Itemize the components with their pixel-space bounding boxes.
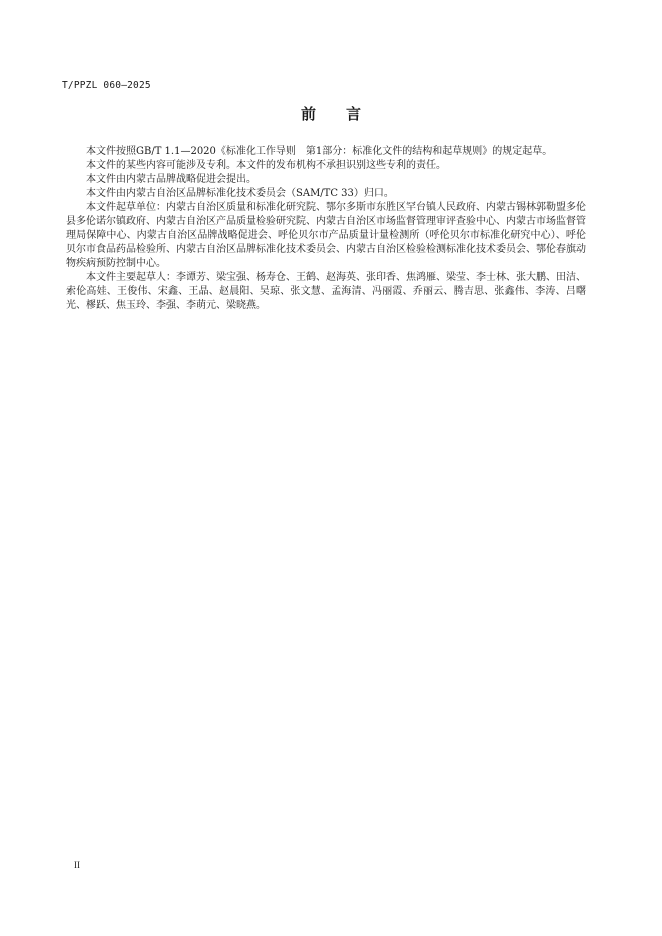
document-body — [66, 145, 586, 313]
page-number: II — [74, 860, 80, 870]
document-code: T/PPZL 060—2025 — [62, 80, 151, 91]
paragraph-drafting-units: 本文件起草单位：内蒙古自治区质量和标准化研究院、鄂尔多斯市东胜区罕台镇人民政府、内蒙古锡林郭勒盟多伦县多伦诺尔镇政府、内蒙古自治区产品质量检验研究院、内蒙古自治区市场监督管理审评查验中心、内蒙古市场监督管理局保障中心、内蒙古自治区品牌战略促进会、呼伦贝尔市产品质量计量检测所（呼伦贝尔市标准化研究中心）、呼伦贝尔市食品药品检验所、内蒙古自治区品牌标准化技术委员会、内蒙古自治区检验检测标准化技术委员会、鄂伦春旗动物疾病预防控制中心。 — [66, 202, 586, 269]
paragraph-proposer: 本文件由内蒙古品牌战略促进会提出。 — [86, 174, 256, 185]
paragraph-technical-committee: 本文件由内蒙古自治区品牌标准化技术委员会（SAM/TC 33）归口。 — [86, 188, 394, 199]
page-title: 前言 — [300, 105, 391, 123]
paragraph-drafting-rules: 本文件按照GB/T 1.1—2020《标准化工作导则 第1部分：标准化文件的结构和起草规则》的规定起草。 — [86, 146, 553, 157]
paragraph-main-drafters: 本文件主要起草人：李谭芳、梁宝强、杨寿仓、王鹤、赵海英、张印香、焦鸿雁、梁莹、李士林、张大鹏、田洁、索伦高娃、王俊伟、宋鑫、王晶、赵晨阳、吴琼、张文慧、孟海清、冯丽霞、乔丽云、腾吉思、张鑫伟、李涛、吕曙光、樛跃、焦玉玲、李强、李萌元、梁晓燕。 — [66, 272, 586, 311]
paragraph-patent-notice: 本文件的某些内容可能涉及专利。本文件的发布机构不承担识别这些专利的责任。 — [86, 160, 446, 171]
